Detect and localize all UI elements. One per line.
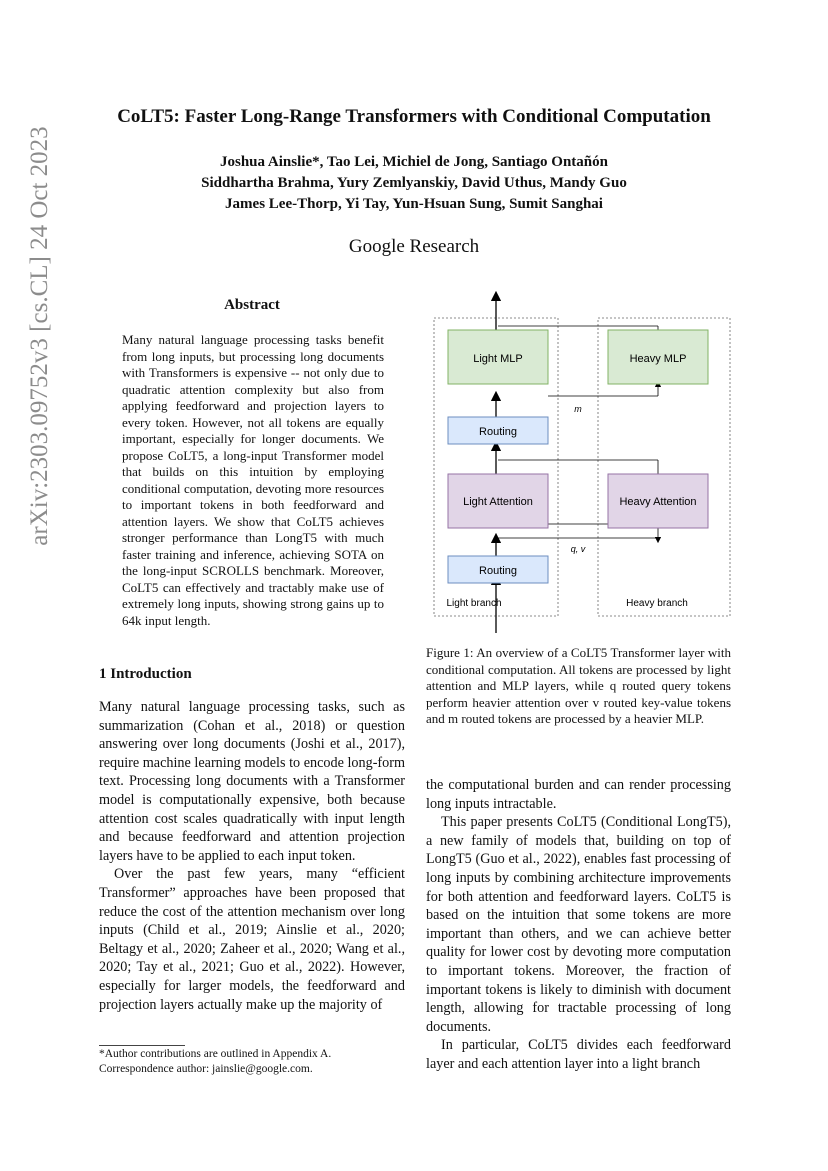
heavy-attention-label: Heavy Attention (619, 496, 697, 508)
authors-line-3: James Lee-Thorp, Yi Tay, Yun-Hsuan Sung, Sumit Sanghai (225, 196, 603, 212)
right-paragraph-3: In particular, CoLT5 divides each feedforward layer and each attention layer into a light branch (426, 1037, 731, 1072)
routing-top-label: Routing (479, 426, 517, 438)
footnote: *Author contributions are outlined in Appendix A. Correspondence author: jainslie@google.com. (99, 1048, 332, 1075)
right-paragraph-2: This paper presents CoLT5 (Conditional LongT5), a new family of models that, building on top of LongT5 (Guo et al., 2022), enables fast processing of long inputs by combining architecture improvements for both attention and feedforward layers. CoLT5 is based on the intuition that some tokens are more important than others, and we can achieve better quality for lower cost by devoting more computation to important tokens. Moreover, the fraction of important tokens is likely to diminish with document length, allowing for tractable processing of long documents. (426, 814, 731, 1035)
section-heading-introduction: 1 Introduction (99, 666, 192, 682)
heavy-branch-label: Heavy branch (626, 598, 688, 609)
routing-bottom-label: Routing (479, 565, 517, 577)
authors-line-2: Siddhartha Brahma, Yury Zemlyanskiy, David Uthus, Mandy Guo (201, 175, 627, 191)
intro-paragraph-1: Many natural language processing tasks, such as summarization (Cohan et al., 2018) or question answering over long documents (Joshi et al., 2017), require machine learning models to encode long-form text. Processing long documents with a Transformer model is computationally expensive, both because attention cost scales quadratically with input length and because feedforward and attention projection layers have to be applied to each input token. (99, 699, 405, 864)
abstract-heading: Abstract (224, 297, 280, 313)
arxiv-stamp: arXiv:2303.09752v3 [cs.CL] 24 Oct 2023 (26, 126, 53, 546)
figure-1-diagram (420, 288, 750, 633)
affiliation: Google Research (348, 236, 480, 257)
abstract-text: Many natural language processing tasks benefit from long inputs, but processing long documents with Transformers is expensive -- not only due to quadratic attention complexity but also from applying feedforward and projection layers to every token. However, not all tokens are equally important, especially for longer documents. We propose CoLT5, a long-input Transformer model that builds on this intuition by employing conditional computation, devoting more resources to important tokens in both feedforward and attention layers. We show that CoLT5 achieves stronger performance than LongT5 with much faster training and inference, achieving SOTA on the long-input SCROLLS benchmark. Moreover, CoLT5 can effectively and tractably make use of extremely long inputs, showing strong gains up to 64k input length. (122, 332, 384, 628)
right-column (426, 776, 731, 1074)
right-paragraph-1: the computational burden and can render processing long inputs intractable. (426, 777, 731, 812)
author-list (0, 152, 828, 215)
footnote-rule (99, 1045, 185, 1046)
intro-left-column (99, 698, 405, 1014)
heavy-mlp-label: Heavy MLP (629, 353, 687, 365)
light-branch-label: Light branch (446, 598, 502, 609)
m-label: m (574, 404, 582, 414)
paper-title: CoLT5: Faster Long-Range Transformers with Conditional Computation (117, 106, 711, 127)
intro-paragraph-2: Over the past few years, many “efficient Transformer” approaches have been proposed that reduce the cost of the attention mechanism over long inputs (Child et al., 2019; Ainslie et al., 2020; Beltagy et al., 2020; Zaheer et al., 2020; Wang et al., 2020; Tay et al., 2021; Guo et al., 2022). However, especially for larger models, the feedforward and projection layers actually make up the majority of (99, 866, 405, 1013)
light-mlp-label: Light MLP (473, 353, 523, 365)
qv-label: q, v (570, 544, 586, 554)
figure-1-caption: Figure 1: An overview of a CoLT5 Transformer layer with conditional computation. All tokens are processed by light attention and MLP layers, while q routed query tokens perform heavier attention over v routed key-value tokens and m routed tokens are processed by a heavier MLP. (426, 645, 731, 726)
light-attention-label: Light Attention (463, 496, 533, 508)
authors-line-1: Joshua Ainslie*, Tao Lei, Michiel de Jong, Santiago Ontañón (219, 154, 608, 170)
